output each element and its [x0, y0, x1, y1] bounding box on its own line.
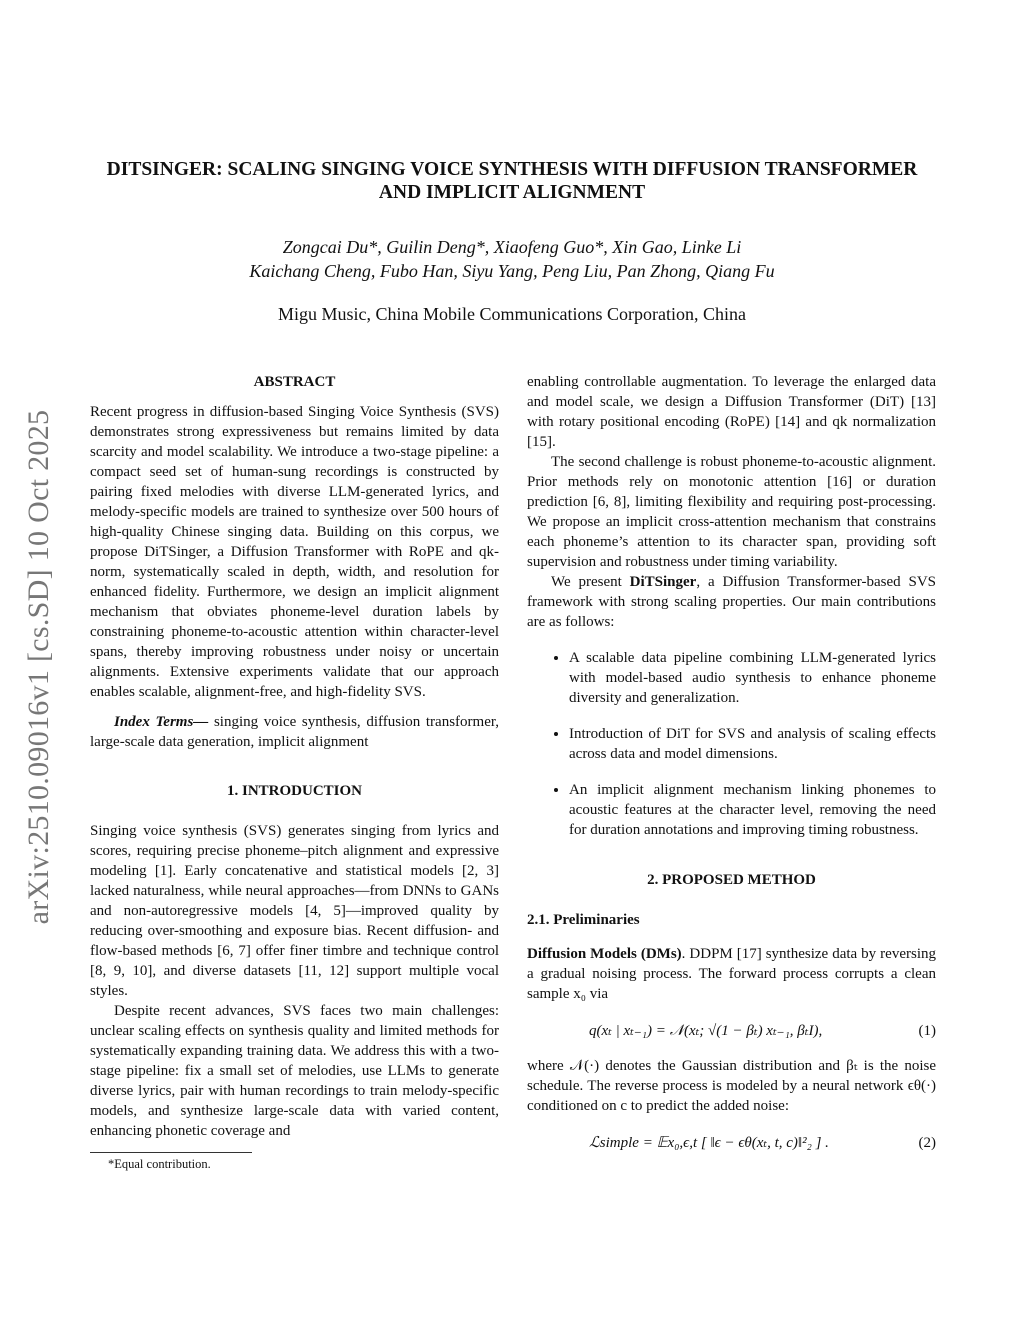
right-paragraph-3-rest: , a Diffusion Transformer-based SVS framework with strong scaling properties. Our main contributions are as follows:: [527, 574, 936, 630]
equation-1-number: (1): [918, 1023, 936, 1039]
index-terms: [90, 712, 499, 752]
affiliation: Migu Music, China Mobile Communications Corporation, China: [278, 304, 746, 324]
equation-2-number: (2): [918, 1135, 936, 1151]
authors-line-1: Zongcai Du*, Guilin Deng*, Xiaofeng Guo*, Xin Gao, Linke Li: [282, 237, 742, 257]
right-paragraph-3: [527, 572, 936, 632]
introduction-heading: 1. INTRODUCTION: [226, 783, 362, 799]
method-heading: 2. PROPOSED METHOD: [647, 872, 816, 888]
equation-2: [527, 1130, 936, 1156]
authors-line-2: Kaichang Cheng, Fubo Han, Siyu Yang, Peng Liu, Pan Zhong, Qiang Fu: [249, 261, 775, 281]
contributions-list: [527, 648, 936, 840]
contribution-item: • Introduction of DiT for SVS and analysis of scaling effects across data and model dimensions.: [569, 724, 936, 764]
equation-2-body: ℒsimple = 𝔼x₀,ϵ,t [ ‖ϵ − ϵθ(xₜ, t, c)‖²₂ ] .: [589, 1135, 829, 1151]
index-terms-text: singing voice synthesis, diffusion transformer, large-scale data generation, implicit alignment: [90, 714, 500, 750]
right-paragraph-1: enabling controllable augmentation. To leverage the enlarged data and model scale, we design a Diffusion Transformer (DiT) [13] with rotary positional encoding (RoPE) [14] and qk normalization [15].: [527, 374, 936, 450]
paper-title: [80, 158, 944, 204]
footnote: *Equal contribution.: [108, 1157, 211, 1171]
diffusion-models-text: . DDPM [17] synthesize data by reversing a gradual noising process. The forward process corrupts a clean sample x₀ via: [527, 946, 936, 1002]
diffusion-models-paragraph: [527, 944, 936, 1004]
right-paragraph-3-lead: We present: [551, 574, 630, 590]
arxiv-identifier: [14, 372, 64, 962]
left-column: [90, 372, 499, 1172]
title-line-2: AND IMPLICIT ALIGNMENT: [378, 182, 646, 203]
preliminaries-heading: 2.1. Preliminaries: [527, 912, 640, 928]
right-paragraph-2: The second challenge is robust phoneme-to-acoustic alignment. Prior methods rely on monotonic attention [16] or duration prediction [6, 8], limiting flexibility and requiring post-processing. We propose an implicit cross-attention mechanism that constrains each phoneme’s attention to its character span, providing soft supervision and robustness under timing variability.: [527, 454, 936, 570]
right-column: [527, 372, 936, 1156]
title-line-1: DITSINGER: SCALING SINGING VOICE SYNTHESIS WITH DIFFUSION TRANSFORMER: [106, 159, 918, 180]
contribution-item: • An implicit alignment mechanism linking phonemes to acoustic features at the character level, removing the need for duration annotations and improving timing robustness.: [569, 780, 936, 840]
equation-1-body: q(xₜ | xₜ₋₁) = 𝒩(xₜ; √(1 − βₜ) xₜ₋₁, βₜI),: [589, 1023, 823, 1039]
abstract-heading: ABSTRACT: [253, 374, 336, 390]
equation-1: [527, 1018, 936, 1044]
intro-paragraph-1: Singing voice synthesis (SVS) generates singing from lyrics and scores, requiring precise phoneme–pitch alignment and expressive modeling [1]. Early concatenative and statistical models [2, 3] lacked naturalness, while neural approaches—from DNNs to GANs and non-autoregressive models [4, 5]—improved quality by reducing over-smoothing and exposure bias. Recent diffusion- and flow-based methods [6, 7] offer finer timbre and technique control [8, 9, 10], and diverse datasets [11, 12] support multiple vocal styles.: [90, 823, 499, 999]
contribution-item: • A scalable data pipeline combining LLM-generated lyrics with model-based audio synthesis to enhance phoneme diversity and generalization.: [569, 648, 936, 708]
abstract-text: Recent progress in diffusion-based Singing Voice Synthesis (SVS) demonstrates strong expressiveness but remains limited by data scarcity and model scalability. We introduce a two-stage pipeline: a compact seed set of human-sung recordings is constructed by pairing fixed melodies with diverse LLM-generated lyrics, and melody-specific models are trained to synthesize over 500 hours of high-quality Chinese singing data. Building on this corpus, we propose DiTSinger, a Diffusion Transformer with RoPE and qk-norm, systematically scaled in depth, width, and resolution for enhanced fidelity. Furthermore, we design an implicit alignment mechanism that obviates phoneme-level duration labels by constraining phoneme-to-acoustic attention within character-level spans, thereby improving robustness under noisy or uncertain alignments. Extensive experiments validate that our approach enables scalable, alignment-free, and high-fidelity SVS.: [90, 404, 499, 700]
intro-paragraph-2: Despite recent advances, SVS faces two main challenges: unclear scaling effects on synthesis quality and limited methods for systematically expanding training data. We address this with a two-stage pipeline: fix a small set of melodies, use LLMs to generate diverse lyrics, pair with human recordings to train melody-specific models, and synthesize large-scale data with varied content, enhancing phonetic coverage and: [90, 1003, 499, 1139]
model-name: DiTSinger: [629, 574, 697, 590]
diffusion-models-label: Diffusion Models (DMs): [527, 946, 682, 962]
noise-paragraph: where 𝒩(·) denotes the Gaussian distribution and βₜ is the noise schedule. The reverse process is modeled by a neural network ϵθ(·) conditioned on c to predict the added noise:: [527, 1058, 936, 1114]
author-list: [80, 235, 944, 283]
index-terms-label: Index Terms—: [114, 714, 209, 730]
arxiv-identifier-text: arXiv:2510.09016v1 [cs.SD] 10 Oct 2025: [22, 409, 55, 925]
